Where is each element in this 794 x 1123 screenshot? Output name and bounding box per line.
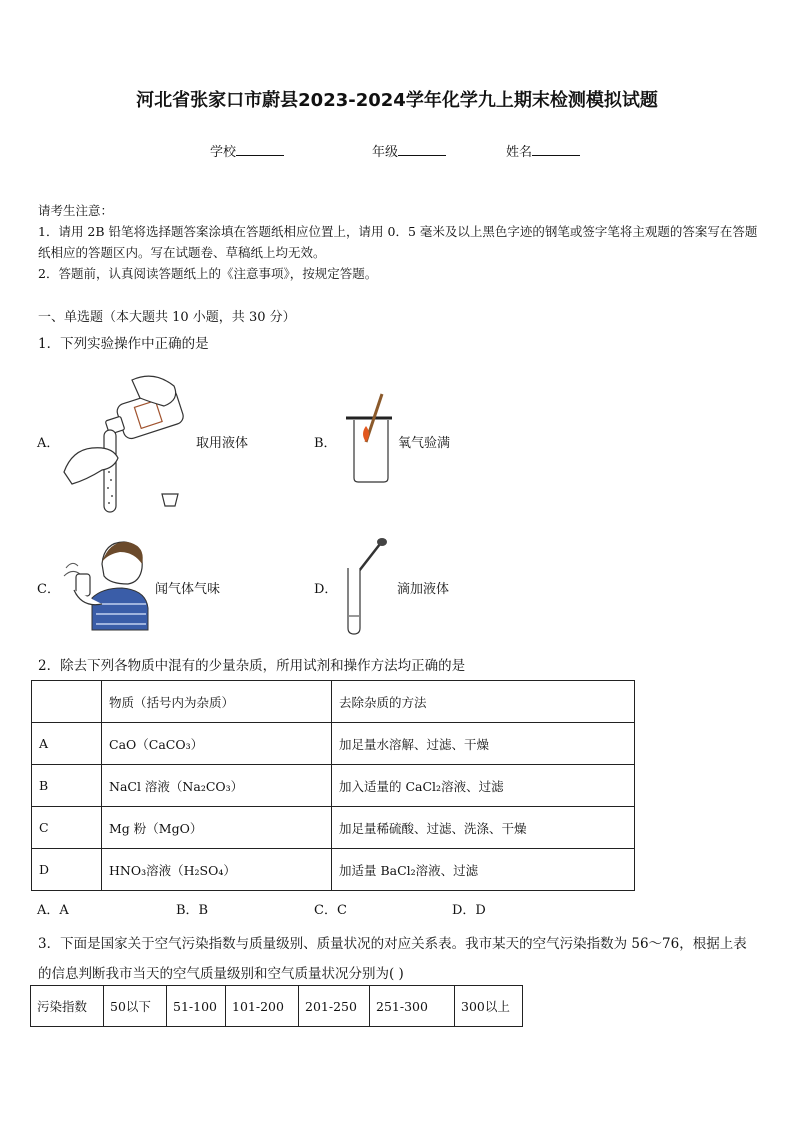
- notice-heading: 请考生注意：: [38, 203, 114, 218]
- row-method: 加足量稀硫酸、过滤、洗涤、干燥: [332, 807, 635, 849]
- name-field: [506, 141, 580, 160]
- grade-field: [372, 141, 446, 160]
- q2-answer-d[interactable]: D．D: [452, 903, 486, 918]
- name-blank[interactable]: [532, 143, 580, 156]
- row-letter: C: [32, 807, 102, 849]
- notice-item-1: 1．请用 2B 铅笔将选择题答案涂填在答题纸相应位置上，请用 0．5 毫米及以上黑色字迹的钢笔或签字笔将主观题的答案写在答题纸相应的答题区内。写在试题卷、草稿纸上均无效。: [38, 224, 758, 260]
- q3-pollution-table: [30, 985, 523, 1027]
- table-cell: 101-200: [226, 986, 299, 1027]
- name-label: 姓名: [506, 145, 533, 160]
- question-1-stem: 1．下列实验操作中正确的是: [38, 336, 209, 352]
- q1-option-b-letter[interactable]: B．: [314, 436, 337, 451]
- table-row: [32, 723, 635, 765]
- row-letter: D: [32, 849, 102, 891]
- table-cell: 201-250: [299, 986, 370, 1027]
- q2-answer-a[interactable]: A．A: [37, 903, 69, 918]
- table-header-cell: 物质（括号内为杂质）: [102, 681, 332, 723]
- row-substance: Mg 粉（MgO）: [102, 807, 332, 849]
- q1-option-b-label: 氧气验满: [398, 436, 451, 451]
- notice-item-2: 2．答题前，认真阅读答题纸上的《注意事项》，按规定答题。: [38, 266, 378, 281]
- q2-table: [31, 680, 635, 891]
- grade-blank[interactable]: [398, 143, 446, 156]
- row-method: 加适量 BaCl₂溶液、过滤: [332, 849, 635, 891]
- school-label: 学校: [210, 145, 237, 160]
- q1-option-c-letter[interactable]: C．: [37, 582, 60, 597]
- row-letter: B: [32, 765, 102, 807]
- question-3-stem-line-1: 3．下面是国家关于空气污染指数与质量级别、质量状况的对应关系表。我市某天的空气污染指数为 56～76，根据上表: [38, 936, 747, 952]
- school-blank[interactable]: [236, 143, 284, 156]
- table-header-cell: 去除杂质的方法: [332, 681, 635, 723]
- section-heading: 一、单选题（本大题共 10 小题，共 30 分）: [38, 310, 296, 325]
- smelling-gas-figure: [62, 538, 152, 632]
- table-cell: 50以下: [104, 986, 167, 1027]
- q2-answer-c[interactable]: C．C: [314, 903, 347, 918]
- question-2-stem: 2．除去下列各物质中混有的少量杂质，所用试剂和操作方法均正确的是: [38, 658, 466, 674]
- row-substance: HNO₃溶液（H₂SO₄）: [102, 849, 332, 891]
- table-row: [32, 807, 635, 849]
- table-row: [32, 849, 635, 891]
- table-cell: 51-100: [167, 986, 226, 1027]
- row-letter: A: [32, 723, 102, 765]
- q1-option-a-label: 取用液体: [196, 436, 249, 451]
- school-field: [210, 141, 284, 160]
- q1-option-a-letter[interactable]: A．: [37, 436, 60, 451]
- table-row: [31, 986, 523, 1027]
- question-3-stem-line-2: 的信息判断我市当天的空气质量级别和空气质量状况分别为( ): [38, 966, 404, 982]
- row-substance: NaCl 溶液（Na₂CO₃）: [102, 765, 332, 807]
- table-row: [32, 765, 635, 807]
- table-cell: 污染指数: [31, 986, 104, 1027]
- table-cell: 300以上: [455, 986, 523, 1027]
- q1-option-c-label: 闻气体气味: [155, 582, 221, 597]
- table-cell: 251-300: [370, 986, 455, 1027]
- table-header-row: [32, 681, 635, 723]
- page-title: 河北省张家口市蔚县2023-2024学年化学九上期末检测模拟试题: [136, 90, 658, 111]
- row-method: 加入适量的 CaCl₂溶液、过滤: [332, 765, 635, 807]
- grade-label: 年级: [372, 145, 399, 160]
- q1-option-d-label: 滴加液体: [397, 582, 450, 597]
- pouring-liquid-figure: [62, 372, 192, 517]
- row-method: 加足量水溶解、过滤、干燥: [332, 723, 635, 765]
- table-header-cell: [32, 681, 102, 723]
- q1-option-d-letter[interactable]: D．: [314, 582, 338, 597]
- dropper-figure: [340, 534, 390, 638]
- q2-answer-b[interactable]: B．B: [176, 903, 209, 918]
- row-substance: CaO（CaCO₃）: [102, 723, 332, 765]
- oxygen-test-figure: [344, 388, 398, 484]
